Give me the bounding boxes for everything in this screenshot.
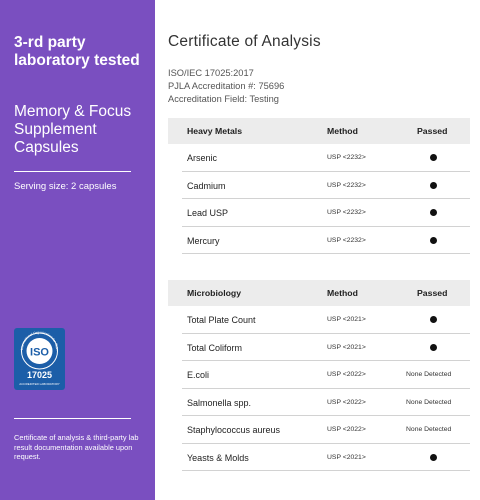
table-row bbox=[168, 172, 470, 200]
iso-number: 17025 bbox=[26, 370, 53, 380]
iso-ring-text: International Organization for Stan bbox=[19, 330, 60, 351]
test-name: Arsenic bbox=[187, 153, 218, 163]
microbiology-table bbox=[168, 280, 470, 480]
test-name: Staphylococcus aureus bbox=[187, 425, 281, 435]
table-row bbox=[168, 144, 470, 172]
header-method: Method bbox=[327, 126, 358, 136]
test-method: USP <2021> bbox=[327, 453, 366, 461]
meta-accreditation-number: PJLA Accreditation #: 75696 bbox=[168, 81, 285, 91]
iso-text: ISO bbox=[30, 346, 49, 359]
header-category: Heavy Metals bbox=[187, 126, 243, 136]
passed-dot-icon bbox=[430, 182, 437, 189]
table-row bbox=[168, 416, 470, 444]
header-category: Microbiology bbox=[187, 288, 242, 298]
table-row bbox=[168, 227, 470, 255]
passed-result: None Detected bbox=[406, 398, 452, 406]
test-name: Total Coliform bbox=[187, 342, 243, 353]
table-row bbox=[168, 334, 470, 362]
test-name: E.coli bbox=[187, 370, 210, 380]
test-name: Cadmium bbox=[187, 180, 226, 191]
meta-accreditation-field: Accreditation Field: Testing bbox=[168, 94, 279, 104]
table-row bbox=[168, 444, 470, 472]
test-name: Lead USP bbox=[187, 208, 229, 218]
passed-dot-icon bbox=[430, 344, 437, 351]
header-passed: Passed bbox=[417, 126, 448, 136]
passed-dot-icon bbox=[430, 316, 437, 323]
documentation-note: Certificate of analysis & third-party lab result documentation available upon request. bbox=[14, 433, 139, 462]
passed-result: None Detected bbox=[406, 426, 452, 433]
meta-iso: ISO/IEC 17025:2017 bbox=[168, 68, 254, 78]
sidebar-divider-bottom bbox=[14, 418, 131, 419]
test-method: USP <2232> bbox=[327, 209, 366, 216]
sidebar bbox=[0, 0, 155, 500]
row-divider bbox=[182, 470, 470, 471]
iso-sub: ACCREDITED LABORATORY bbox=[19, 382, 60, 386]
sidebar-divider bbox=[14, 171, 131, 172]
header-method: Method bbox=[327, 288, 358, 298]
iso-badge-graphic bbox=[14, 328, 65, 390]
test-method: USP <2022> bbox=[327, 398, 366, 406]
passed-result: None Detected bbox=[406, 371, 452, 378]
heavy-metals-table bbox=[168, 118, 470, 258]
table-row bbox=[168, 306, 470, 334]
test-name: Yeasts & Molds bbox=[187, 452, 249, 463]
sidebar-heading: 3-rd party laboratory tested bbox=[14, 34, 140, 69]
test-method: USP <2022> bbox=[327, 426, 366, 433]
iso-badge-icon bbox=[14, 328, 65, 390]
table-header bbox=[168, 280, 470, 306]
table-row bbox=[168, 199, 470, 227]
test-method: USP <2021> bbox=[327, 343, 366, 351]
passed-dot-icon bbox=[430, 154, 437, 161]
test-name: Salmonella spp. bbox=[187, 397, 252, 408]
test-method: USP <2022> bbox=[327, 371, 366, 378]
test-name: Mercury bbox=[187, 235, 220, 246]
passed-dot-icon bbox=[430, 237, 437, 244]
table-row bbox=[168, 361, 470, 389]
test-method: USP <2232> bbox=[327, 236, 366, 244]
header-passed: Passed bbox=[417, 288, 448, 298]
row-divider bbox=[182, 253, 470, 254]
product-name: Memory & Focus Supplement Capsules bbox=[14, 103, 132, 156]
serving-size: Serving size: 2 capsules bbox=[14, 181, 117, 192]
test-method: USP <2232> bbox=[327, 181, 366, 189]
test-method: USP <2021> bbox=[327, 316, 366, 323]
test-method: USP <2232> bbox=[327, 154, 366, 161]
passed-dot-icon bbox=[430, 209, 437, 216]
table-row bbox=[168, 389, 470, 417]
passed-dot-icon bbox=[430, 454, 437, 461]
table-header bbox=[168, 118, 470, 144]
test-name: Total Plate Count bbox=[187, 315, 256, 325]
page-title: Certificate of Analysis bbox=[168, 33, 321, 50]
